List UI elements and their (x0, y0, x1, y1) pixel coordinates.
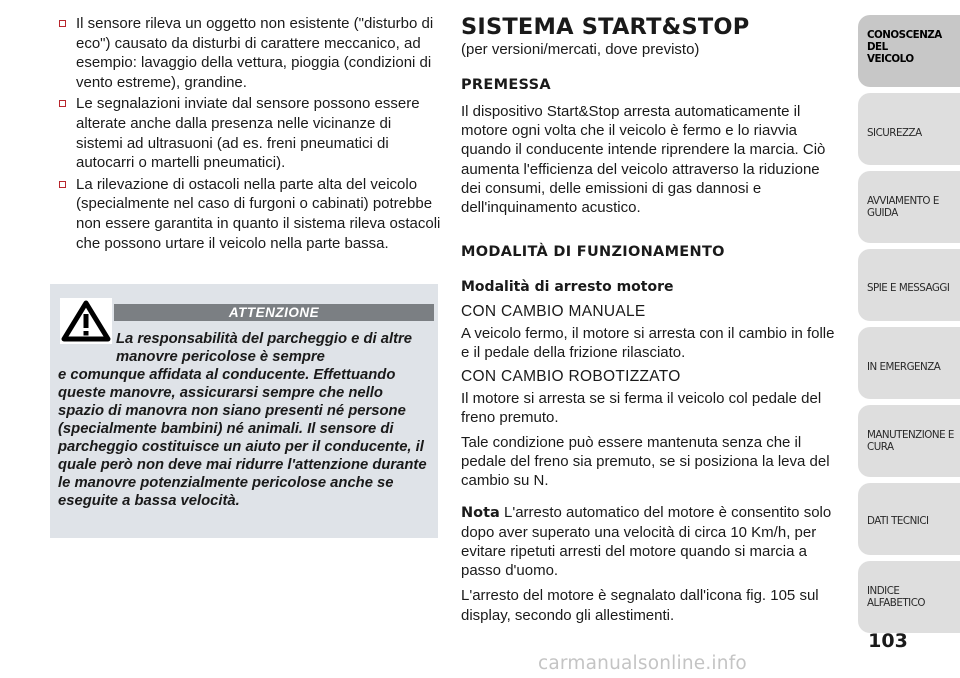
tab-indice-alfabetico[interactable] (858, 561, 960, 633)
arresto-heading: Modalità di arresto motore (461, 279, 674, 296)
nota-text: L'arresto automatico del motore è consentito solo dopo aver superato una velocità di circa 10 Km/h, per evitare ripetuti arresti del motore quando si marcia a passo d'uomo. (461, 503, 832, 580)
bullet-square-icon (59, 181, 66, 188)
tab-label: DATI TECNICI (867, 515, 929, 527)
bullet-text: Le segnalazioni inviate dal sensore possono essere alterate anche dalla presenza nelle vicinanze di sistemi ad ultrasuoni (ad es. freni pneumatici di autocarri o martelli pneumatici). (76, 95, 420, 172)
tab-dati-tecnici[interactable] (858, 483, 960, 555)
modalita-heading: MODALITÀ DI FUNZIONAMENTO (461, 244, 725, 261)
warning-text (58, 330, 430, 510)
nota-paragraph (461, 503, 843, 581)
warning-lead: La responsabilità del parcheggio e di altre manovre pericolose è sempre (116, 331, 413, 365)
right-column (461, 14, 843, 625)
manuale-heading: CON CAMBIO MANUALE (461, 303, 646, 321)
tab-sicurezza[interactable] (858, 93, 960, 165)
tab-conoscenza-del-veicolo[interactable] (858, 15, 960, 87)
tab-label: SPIE E MESSAGGI (867, 282, 950, 294)
list-item (50, 14, 442, 92)
condizione-paragraph: Tale condizione può essere mantenuta senza che il pedale del freno sia premuto, se si posiziona la leva del cambio su N. (461, 434, 830, 490)
bullet-square-icon (59, 100, 66, 107)
list-item (50, 94, 442, 172)
tab-manutenzione-e-cura[interactable] (858, 405, 960, 477)
chapter-sidebar (858, 0, 960, 630)
tab-in-emergenza[interactable] (858, 327, 960, 399)
left-column (50, 14, 442, 509)
bullet-square-icon (59, 20, 66, 27)
bullet-text: Il sensore rileva un oggetto non esistente ("disturbo di eco") causato da disturbi di carattere meccanico, ad esempio: lavaggio della vettura, pioggia (condizioni di vento estreme), grandine. (76, 15, 434, 91)
tab-spie-e-messaggi[interactable] (858, 249, 960, 321)
premessa-heading: PREMESSA (461, 77, 551, 93)
display-paragraph: L'arresto del motore è segnalato dall'icona fig. 105 sul display, secondo gli allestimenti. (461, 587, 819, 624)
section-title: SISTEMA START&STOP (461, 14, 750, 40)
manuale-paragraph: A veicolo fermo, il motore si arresta con il cambio in folle e il pedale della frizione rilasciato. (461, 325, 835, 362)
bullet-text: La rilevazione di ostacoli nella parte alta del veicolo (specialmente nel caso di furgoni o cabinati) potrebbe non essere garantita in quanto il sistema rileva ostacoli che possono urtare il veicolo nella parte bassa. (76, 175, 441, 252)
premessa-paragraph: Il dispositivo Start&Stop arresta automaticamente il motore ogni volta che il veicolo è fermo e lo riavvia quando il conducente intende riprendere la marcia. Ciò aumenta l'efficienza del veicolo attraverso la riduzione dei consumi, delle emissioni di gas dannosi e dell'inquinamento acustico. (461, 103, 826, 217)
robotizzato-heading: CON CAMBIO ROBOTIZZATO (461, 367, 681, 385)
page-number: 103 (868, 630, 908, 652)
tab-label: CONOSCENZA DEL VEICOLO (867, 29, 942, 65)
tab-label: INDICE ALFABETICO (867, 585, 925, 609)
list-item (50, 175, 442, 253)
watermark: carmanualsonline.info (538, 653, 747, 674)
warning-box (50, 284, 438, 538)
warning-header: ATTENZIONE (114, 304, 434, 321)
tab-label: IN EMERGENZA (867, 361, 941, 373)
section-subtitle: (per versioni/mercati, dove previsto) (461, 41, 700, 58)
robotizzato-paragraph: Il motore si arresta se si ferma il veicolo col pedale del freno premuto. (461, 389, 822, 426)
tab-label: AVVIAMENTO E GUIDA (867, 195, 939, 219)
tab-label: MANUTENZIONE E CURA (867, 429, 954, 453)
nota-label: Nota (461, 504, 500, 521)
warning-body: e comunque affidata al conducente. Effettuando queste manovre, assicurarsi sempre che nello spazio di manovra non siano presenti né persone (specialmente bambini) né animali. Il sensore di parcheggio costituisce un aiuto per il conducente, il quale però non deve mai ridurre l'attenzione durante le manovre potenzialmente pericolose anche se eseguite a bassa velocità. (58, 367, 427, 509)
tab-label: SICUREZZA (867, 127, 922, 139)
tab-avviamento-e-guida[interactable] (858, 171, 960, 243)
bullet-list (50, 14, 442, 253)
